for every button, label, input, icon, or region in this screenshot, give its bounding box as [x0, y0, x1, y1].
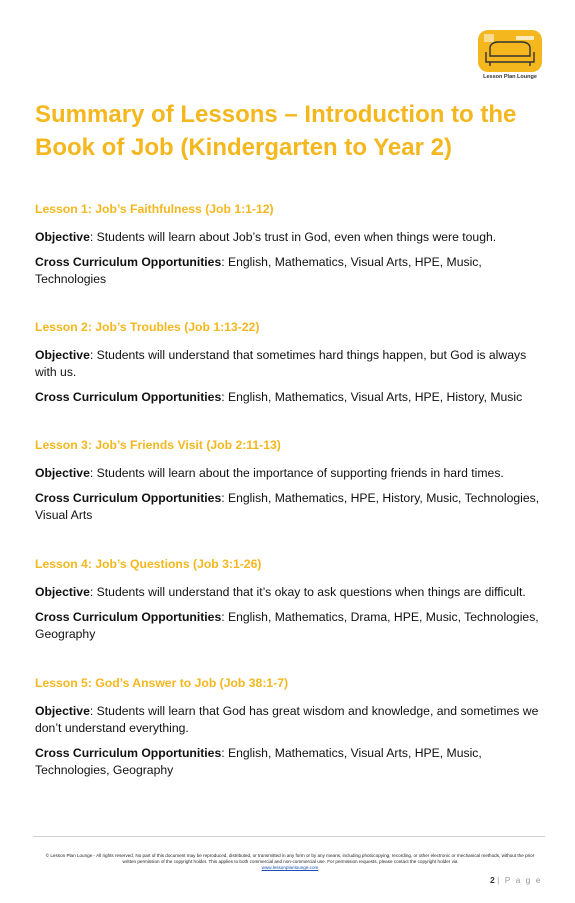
- copyright-notice: [40, 853, 540, 871]
- lesson-cross-curriculum: Cross Curriculum Opportunities: English, Mathematics, Visual Arts, HPE, Music, Technologies: [35, 255, 482, 286]
- lesson-heading: Lesson 5: God’s Answer to Job (Job 38:1-7): [35, 676, 289, 690]
- lesson-4: [35, 556, 545, 651]
- lesson-objective: Objective: Students will learn that God has great wisdom and knowledge, and sometimes we don’t understand everything.: [35, 704, 539, 735]
- lesson-cross-curriculum: Cross Curriculum Opportunities: English, Mathematics, Visual Arts, HPE, History, Music: [35, 390, 523, 404]
- lesson-objective: Objective: Students will understand that sometimes hard things happen, but God is always with us.: [35, 348, 527, 379]
- lesson-cross-curriculum: Cross Curriculum Opportunities: English, Mathematics, Drama, HPE, Music, Technologies, Geography: [35, 610, 539, 641]
- lesson-3: [35, 437, 545, 532]
- lesson-heading: Lesson 3: Job’s Friends Visit (Job 2:11-13): [35, 438, 281, 452]
- lesson-objective: Objective: Students will learn about the importance of supporting friends in hard times.: [35, 466, 504, 480]
- page-number: 2 | P a g e: [490, 875, 542, 885]
- logo-text: Lesson Plan Lounge: [483, 74, 537, 80]
- lesson-cross-curriculum: Cross Curriculum Opportunities: English, Mathematics, Visual Arts, HPE, Music, Technologies, Geography: [35, 746, 482, 777]
- lesson-cross-curriculum: Cross Curriculum Opportunities: English, Mathematics, HPE, History, Music, Technologies, Visual Arts: [35, 491, 540, 522]
- lesson-2: [35, 319, 545, 414]
- copyright-text: © Lesson Plan Lounge - All rights reserved. No part of this document may be reproduced, distributed, or transmitted in any form or by any means, including photocopying, recording, or other electronic or mechanical methods, without the prior written permission of the copyright holder. This applies to both commercial and non-commercial use. For permission requests, please contact the copyright holder via: [45, 853, 535, 864]
- lesson-objective: Objective: Students will understand that it’s okay to ask questions when things are difficult.: [35, 585, 526, 599]
- lesson-5: [35, 675, 545, 787]
- lesson-heading: Lesson 4: Job’s Questions (Job 3:1-26): [35, 557, 262, 571]
- lesson-1: [35, 201, 545, 296]
- footer-divider: [33, 836, 545, 837]
- website-link[interactable]: www.lessonplanlounge.com: [261, 865, 319, 870]
- page-title: Summary of Lessons – Introduction to the Book of Job (Kindergarten to Year 2): [35, 101, 517, 161]
- lesson-objective: Objective: Students will learn about Job’s trust in God, even when things were tough.: [35, 230, 497, 244]
- lesson-heading: Lesson 1: Job’s Faithfulness (Job 1:1-12): [35, 202, 274, 216]
- lesson-heading: Lesson 2: Job’s Troubles (Job 1:13-22): [35, 320, 260, 334]
